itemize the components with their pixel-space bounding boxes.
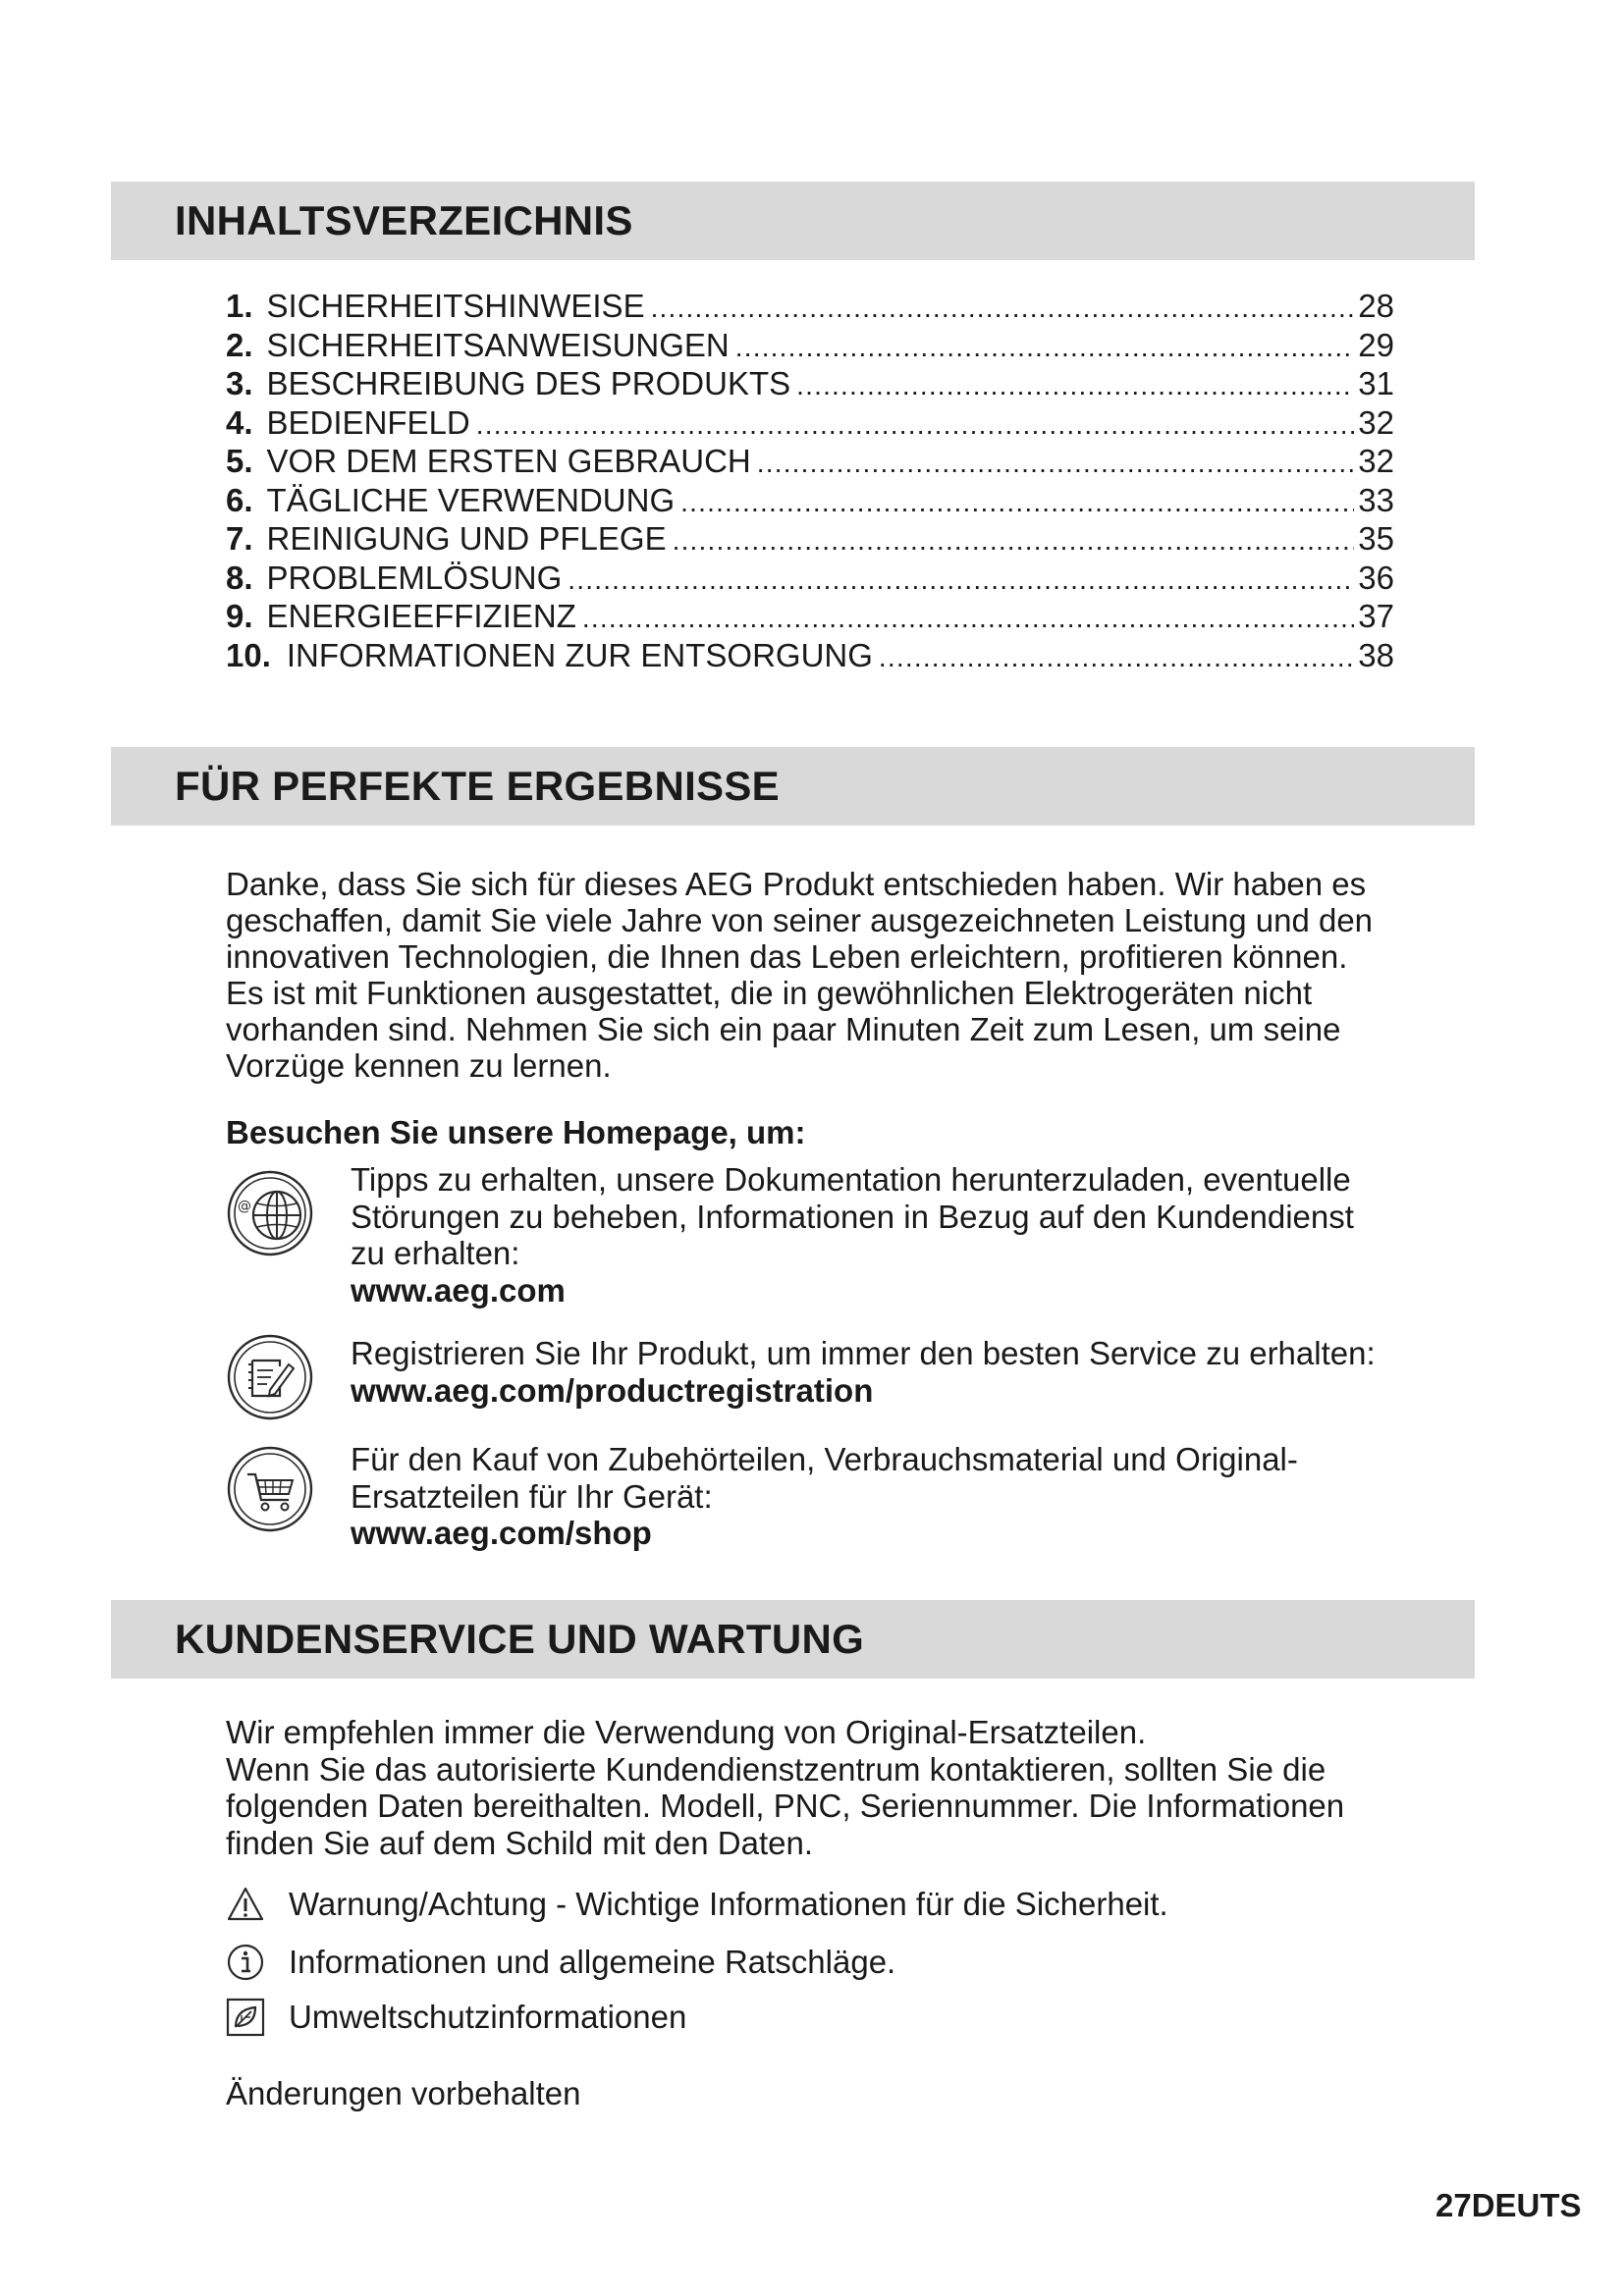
toc-entry-page: 31 <box>1358 365 1394 401</box>
visit-heading: Besuchen Sie unsere Homepage, um: <box>226 1114 806 1150</box>
service-banner <box>111 1600 1475 1679</box>
service-line: folgenden Daten bereithalten. Modell, PNC, Seriennummer. Die Informationen <box>226 1788 1345 1824</box>
visit-line: Tipps zu erhalten, unsere Dokumentation herunterzuladen, eventuelle <box>351 1161 1351 1198</box>
toc-entry-number: 4. <box>226 403 253 441</box>
table-of-contents <box>226 288 1394 675</box>
service-heading: KUNDENSERVICE UND WARTUNG <box>175 1616 865 1662</box>
legend-warning <box>226 1883 1168 1926</box>
visit-line: Ersatzteilen für Ihr Gerät: <box>351 1477 713 1515</box>
toc-banner <box>111 182 1475 260</box>
toc-entry-number: 8. <box>226 559 253 596</box>
toc-entry-number: 5. <box>226 443 253 479</box>
info-icon <box>226 1943 265 1982</box>
toc-entry-title: BESCHREIBUNG DES PRODUKTS <box>266 365 791 401</box>
toc-entry-title: SICHERHEITSHINWEISE <box>266 288 645 324</box>
toc-entry-title: REINIGUNG UND PFLEGE <box>266 520 667 557</box>
toc-entry[interactable] <box>226 443 1394 482</box>
toc-leader-dots <box>651 290 1355 327</box>
legend-info <box>226 1941 895 1984</box>
toc-entry-title: ENERGIEEFFIZIENZ <box>266 598 576 634</box>
visit-line: zu erhalten: <box>351 1235 520 1271</box>
toc-entry[interactable] <box>226 404 1394 444</box>
toc-entry-page: 29 <box>1358 326 1394 363</box>
toc-entry-number: 6. <box>226 481 253 518</box>
toc-entry[interactable] <box>226 598 1394 637</box>
service-paragraph <box>226 1714 1404 1861</box>
toc-entry-number: 10. <box>226 636 271 673</box>
toc-entry[interactable] <box>226 288 1394 327</box>
visit-line: Für den Kauf von Zubehörteilen, Verbrauchsmaterial und Original- <box>351 1441 1298 1477</box>
toc-leader-dots <box>680 484 1354 521</box>
toc-heading: INHALTSVERZEICHNIS <box>175 197 633 243</box>
intro-line: Es ist mit Funktionen ausgestattet, die in gewöhnlichen Elektrogeräten nicht <box>226 975 1313 1011</box>
toc-entry-title: TÄGLICHE VERWENDUNG <box>266 481 676 518</box>
toc-entry-title: BEDIENFELD <box>266 403 470 441</box>
page-number-footer: 27DEUTS <box>1435 2187 1582 2223</box>
intro-line: Danke, dass Sie sich für dieses AEG Produkt entschieden haben. Wir haben es <box>226 866 1367 902</box>
website-link[interactable]: www.aeg.com <box>351 1271 566 1308</box>
toc-entry-page: 36 <box>1358 559 1394 596</box>
toc-entry[interactable] <box>226 327 1394 366</box>
visit-item-text <box>351 1161 1421 1308</box>
toc-entry-number: 7. <box>226 520 253 557</box>
toc-leader-dots <box>673 522 1355 560</box>
toc-leader-dots <box>735 329 1355 366</box>
legend-warning-text: Warnung/Achtung - Wichtige Informationen für die Sicherheit. <box>289 1886 1168 1922</box>
toc-entry-number: 2. <box>226 326 253 363</box>
toc-entry[interactable] <box>226 482 1394 521</box>
toc-entry[interactable] <box>226 365 1394 404</box>
cart-icon <box>226 1445 314 1533</box>
toc-leader-dots <box>568 561 1354 599</box>
visit-item-text <box>351 1335 1421 1409</box>
toc-leader-dots <box>879 639 1354 676</box>
intro-line: vorhanden sind. Nehmen Sie sich ein paar Minuten Zeit zum Lesen, um seine <box>226 1011 1341 1047</box>
visit-item-text <box>351 1441 1421 1552</box>
intro-line: innovativen Technologien, die Ihnen das Leben erleichtern, profitieren können. <box>226 938 1348 975</box>
globe-icon <box>226 1169 314 1257</box>
environment-icon <box>226 1998 265 2037</box>
toc-entry[interactable] <box>226 520 1394 560</box>
shop-link[interactable]: www.aeg.com/shop <box>351 1515 652 1551</box>
legend-environment-text: Umweltschutzinformationen <box>289 1999 687 2035</box>
toc-entry-page: 37 <box>1358 598 1394 634</box>
legend-environment <box>226 1996 686 2039</box>
svg-text:@: @ <box>238 1199 251 1214</box>
toc-entry-title: VOR DEM ERSTEN GEBRAUCH <box>266 443 751 479</box>
toc-entry-number: 9. <box>226 598 253 634</box>
visit-line: Registrieren Sie Ihr Produkt, um immer den besten Service zu erhalten: <box>351 1335 1376 1371</box>
intro-line: geschaffen, damit Sie viele Jahre von seiner ausgezeichneten Leistung und den <box>226 902 1374 938</box>
legend-info-text: Informationen und allgemeine Ratschläge. <box>289 1944 896 1980</box>
register-icon <box>226 1333 314 1421</box>
visit-line: Störungen zu beheben, Informationen in Bezug auf den Kundendienst <box>351 1198 1354 1235</box>
warning-icon <box>226 1885 265 1924</box>
service-line: Wir empfehlen immer die Verwendung von Original-Ersatzteilen. <box>226 1714 1147 1750</box>
toc-entry-page: 38 <box>1358 636 1394 673</box>
service-line: Wenn Sie das autorisierte Kundendienstzentrum kontaktieren, sollten Sie die <box>226 1750 1326 1788</box>
service-line: finden Sie auf dem Schild mit den Daten. <box>226 1824 814 1861</box>
toc-entry-page: 32 <box>1358 443 1394 479</box>
toc-entry-title: SICHERHEITSANWEISUNGEN <box>266 326 730 363</box>
toc-leader-dots <box>582 600 1354 637</box>
toc-entry-page: 33 <box>1358 481 1394 518</box>
toc-entry-page: 32 <box>1358 403 1394 441</box>
toc-leader-dots <box>757 445 1355 482</box>
toc-entry-page: 35 <box>1358 520 1394 557</box>
toc-entry-title: PROBLEMLÖSUNG <box>266 559 563 596</box>
toc-entry[interactable] <box>226 560 1394 599</box>
toc-entry-number: 3. <box>226 365 253 401</box>
intro-line: Vorzüge kennen zu lernen. <box>226 1047 612 1084</box>
results-heading: FÜR PERFEKTE ERGEBNISSE <box>175 763 780 809</box>
toc-entry[interactable] <box>226 637 1394 676</box>
toc-leader-dots <box>796 367 1354 404</box>
results-banner <box>111 747 1475 826</box>
toc-entry-title: INFORMATIONEN ZUR ENTSORGUNG <box>286 636 873 673</box>
toc-entry-number: 1. <box>226 288 253 324</box>
registration-link[interactable]: www.aeg.com/productregistration <box>351 1371 874 1409</box>
toc-entry-page: 28 <box>1358 288 1394 324</box>
toc-leader-dots <box>476 406 1355 444</box>
intro-paragraph <box>226 866 1404 1084</box>
changes-note: Änderungen vorbehalten <box>226 2075 581 2111</box>
